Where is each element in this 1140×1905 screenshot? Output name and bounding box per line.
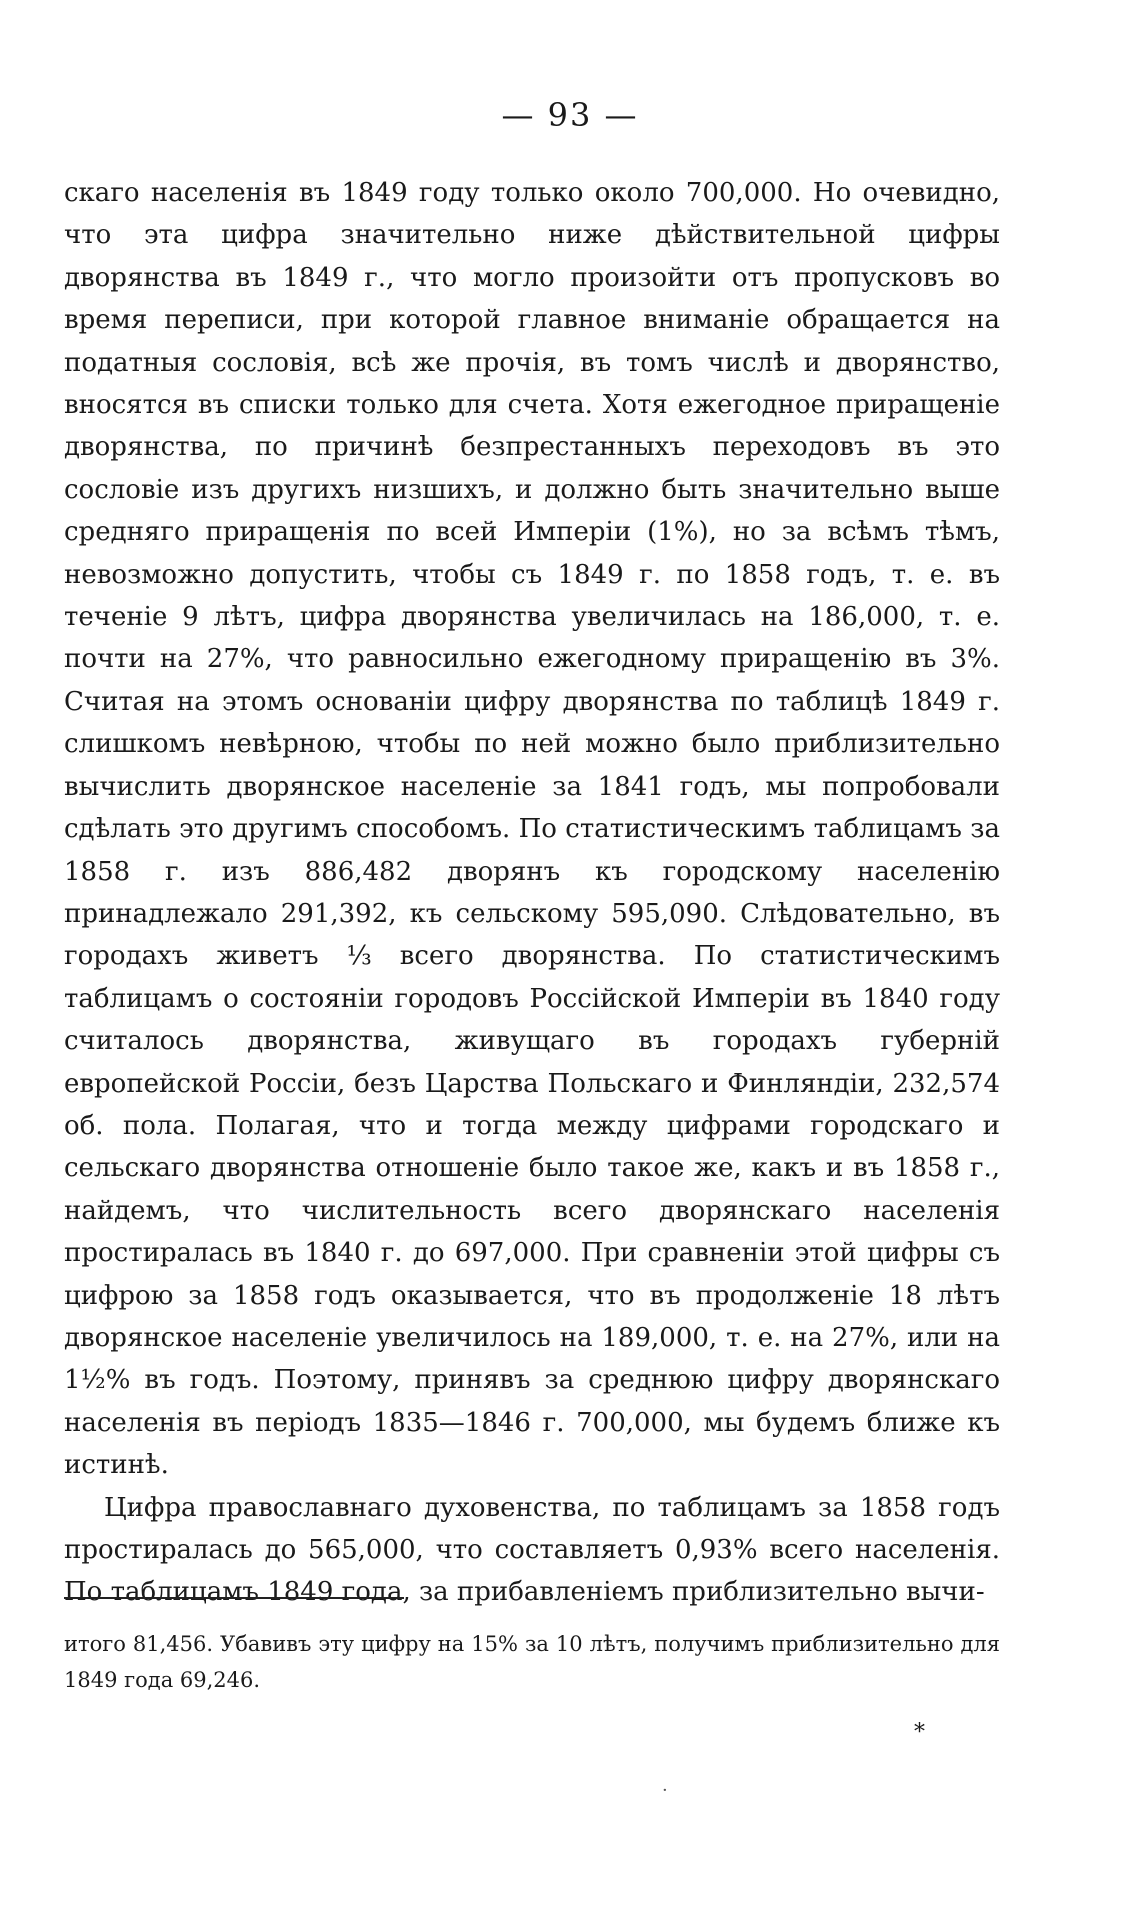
ink-speck: · [662, 1780, 668, 1801]
paragraph-2: Цифра православнаго духовенства, по таблицамъ за 1858 годъ простиралась до 565,000, что составляетъ 0,93% всего населенія. По таблицамъ 1849 года, за прибавленіемъ приблизительно вычи- [64, 1492, 1000, 1608]
page-number: — 93 — [501, 96, 639, 134]
paragraph-1: скаго населенія въ 1849 году только около 700,000. Но очевидно, что эта цифра значительно ниже дѣйствительной цифры дворянства въ 1849 г., что могло произойти отъ пропусковъ во время переписи, при которой главное вниманіе обращается на податныя сословія, всѣ же прочія, въ томъ числѣ и дворянство, вносятся въ списки только для счета. Хотя ежегодное приращеніе дворянства, по причинѣ безпрестанныхъ переходовъ въ это сословіе изъ другихъ низшихъ, и должно быть значительно выше средняго приращенія по всей Имперіи (1%), но за всѣмъ тѣмъ, невозможно допустить, чтобы съ 1849 г. по 1858 годъ, т. е. въ теченіе 9 лѣтъ, цифра дворянства увеличилась на 186,000, т. е. почти на 27%, что равносильно ежегодному приращенію въ 3%. Считая на этомъ основаніи цифру дворянства по таблицѣ 1849 г. слишкомъ невѣрною, чтобы по ней можно было приблизительно вычислить дворянское населеніе за 1841 годъ, мы попробовали сдѣлать это другимъ способомъ. По статистическимъ таблицамъ за 1858 г. изъ 886,482 дворянъ къ городскому населенію принадлежало 291,392, къ сельскому 595,090. Слѣдовательно, въ городахъ живетъ ⅓ всего дворянства. По статистическимъ таблицамъ о состояніи городовъ Россійской Имперіи въ 1840 году считалось дворянства, живущаго въ городахъ губерній европейской Россіи, безъ Царства Польскаго и Финляндіи, 232,574 об. пола. Полагая, что и тогда между цифрами городскаго и сельскаго дворянства отношеніе было такое же, какъ и въ 1858 г., найдемъ, что числительность всего дворянскаго населенія простиралась въ 1840 г. до 697,000. При сравненіи этой цифры съ цифрою за 1858 годъ оказывается, что въ продолженіе 18 лѣтъ дворянское населеніе увеличилось на 189,000, т. е. на 27%, или на 1½% въ годъ. Поэтому, принявъ за среднюю цифру дворянскаго населенія въ періодъ 1835—1846 г. 700,000, мы будемъ ближе къ истинѣ. [64, 178, 1000, 1481]
footnote-text: итого 81,456. Убавивъ эту цифру на 15% за 10 лѣтъ, получимъ приблизительно для 1849 года 69,246. [64, 1632, 1000, 1692]
footnote-divider [64, 1597, 404, 1599]
footnote [64, 1626, 1000, 1698]
asterisk-mark: * [914, 1720, 925, 1745]
main-text [64, 172, 1000, 1614]
